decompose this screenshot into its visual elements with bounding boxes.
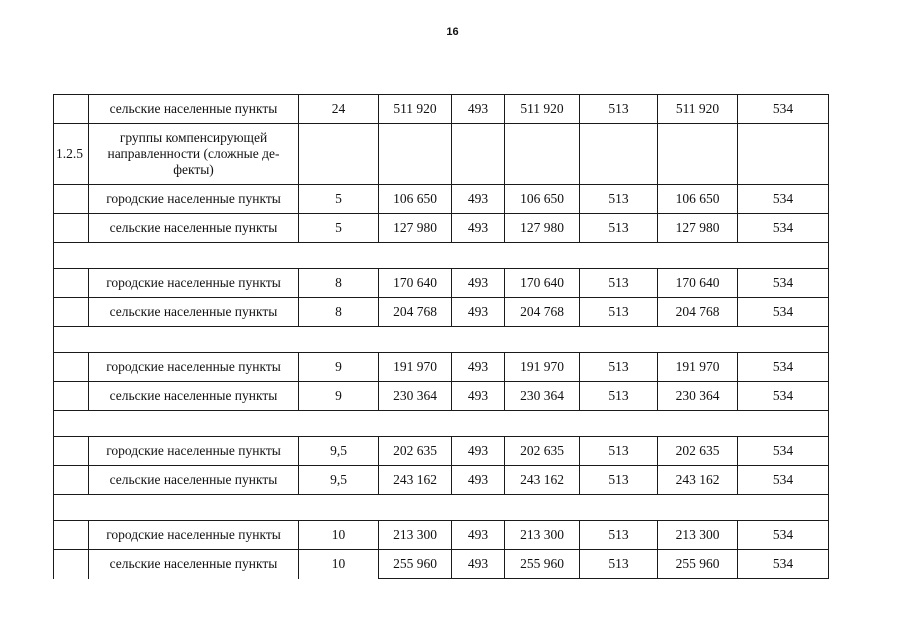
- separator-row: [54, 327, 829, 353]
- item-number-cell: [54, 269, 89, 298]
- coef-cell-1: 493: [452, 382, 505, 411]
- coef-cell-1: 493: [452, 185, 505, 214]
- coef-cell-2: 513: [580, 382, 658, 411]
- separator-cell: [54, 243, 829, 269]
- cost-cell-1: 170 640: [379, 269, 452, 298]
- table-row: [54, 298, 829, 327]
- cost-cell-2: 213 300: [505, 521, 580, 550]
- cost-cell-3: 191 970: [658, 353, 738, 382]
- item-number-cell: 1.2.5: [54, 124, 89, 185]
- cost-cell-1: 243 162: [379, 466, 452, 495]
- cost-cell-3: 204 768: [658, 298, 738, 327]
- tariff-table: [53, 94, 829, 579]
- table-row: [54, 550, 829, 579]
- item-name-cell: городские населенные пункты: [89, 521, 299, 550]
- coef-cell-3: 534: [738, 95, 829, 124]
- table-row: [54, 437, 829, 466]
- coef-cell-2: 513: [580, 521, 658, 550]
- cost-cell-1: [379, 124, 452, 185]
- item-number-cell: [54, 466, 89, 495]
- item-name-cell: городские населенные пункты: [89, 437, 299, 466]
- cost-cell-3: 213 300: [658, 521, 738, 550]
- cost-cell-1: 230 364: [379, 382, 452, 411]
- item-number-cell: [54, 298, 89, 327]
- table-row: [54, 521, 829, 550]
- item-name-cell: городские населенные пункты: [89, 353, 299, 382]
- coef-cell-3: 534: [738, 550, 829, 579]
- cost-cell-1: 127 980: [379, 214, 452, 243]
- cost-cell-1: 213 300: [379, 521, 452, 550]
- cost-cell-3: 255 960: [658, 550, 738, 579]
- cost-cell-2: 127 980: [505, 214, 580, 243]
- coef-cell-2: 513: [580, 353, 658, 382]
- cost-cell-3: [658, 124, 738, 185]
- coef-cell-1: 493: [452, 269, 505, 298]
- cost-cell-3: 243 162: [658, 466, 738, 495]
- item-number-cell: [54, 214, 89, 243]
- separator-row: [54, 411, 829, 437]
- coef-cell-2: 513: [580, 269, 658, 298]
- coef-cell-3: 534: [738, 214, 829, 243]
- separator-row: [54, 243, 829, 269]
- table-row: [54, 214, 829, 243]
- coef-cell-3: 534: [738, 353, 829, 382]
- separator-row: [54, 495, 829, 521]
- group-header-row: [54, 124, 829, 185]
- coef-cell-1: 493: [452, 437, 505, 466]
- cost-cell-1: 255 960: [379, 550, 452, 579]
- quantity-cell: 9: [299, 353, 379, 382]
- coef-cell-3: [738, 124, 829, 185]
- coef-cell-2: 513: [580, 466, 658, 495]
- coef-cell-1: [452, 124, 505, 185]
- quantity-cell: 9,5: [299, 437, 379, 466]
- coef-cell-3: 534: [738, 521, 829, 550]
- item-number-cell: [54, 95, 89, 124]
- cost-cell-1: 511 920: [379, 95, 452, 124]
- cost-cell-3: 511 920: [658, 95, 738, 124]
- quantity-cell: 5: [299, 214, 379, 243]
- coef-cell-1: 493: [452, 353, 505, 382]
- cost-cell-1: 202 635: [379, 437, 452, 466]
- item-name-cell: сельские населенные пункты: [89, 298, 299, 327]
- cost-cell-2: 511 920: [505, 95, 580, 124]
- cost-cell-1: 191 970: [379, 353, 452, 382]
- coef-cell-1: 493: [452, 298, 505, 327]
- coef-cell-3: 534: [738, 185, 829, 214]
- coef-cell-2: 513: [580, 550, 658, 579]
- separator-cell: [54, 327, 829, 353]
- cost-cell-3: 170 640: [658, 269, 738, 298]
- cost-cell-3: 202 635: [658, 437, 738, 466]
- cost-cell-2: 106 650: [505, 185, 580, 214]
- cost-cell-2: 255 960: [505, 550, 580, 579]
- item-name-cell: сельские населенные пункты: [89, 550, 299, 579]
- coef-cell-2: 513: [580, 185, 658, 214]
- coef-cell-3: 534: [738, 269, 829, 298]
- coef-cell-1: 493: [452, 214, 505, 243]
- quantity-cell: [299, 124, 379, 185]
- page-number: 16: [446, 26, 459, 38]
- cost-cell-2: 204 768: [505, 298, 580, 327]
- coef-cell-3: 534: [738, 437, 829, 466]
- coef-cell-3: 534: [738, 298, 829, 327]
- item-number-cell: [54, 382, 89, 411]
- coef-cell-1: 493: [452, 95, 505, 124]
- item-name-cell: городские населенные пункты: [89, 185, 299, 214]
- item-number-cell: [54, 185, 89, 214]
- item-number-cell: [54, 550, 89, 579]
- cost-cell-2: 230 364: [505, 382, 580, 411]
- cost-cell-2: 243 162: [505, 466, 580, 495]
- table-row: [54, 95, 829, 124]
- separator-cell: [54, 495, 829, 521]
- quantity-cell: 9: [299, 382, 379, 411]
- coef-cell-1: 493: [452, 521, 505, 550]
- cost-cell-2: [505, 124, 580, 185]
- table-row: [54, 382, 829, 411]
- item-number-cell: [54, 437, 89, 466]
- item-number-cell: [54, 521, 89, 550]
- item-name-cell: сельские населенные пункты: [89, 466, 299, 495]
- quantity-cell: 5: [299, 185, 379, 214]
- table-row: [54, 185, 829, 214]
- cost-cell-3: 127 980: [658, 214, 738, 243]
- coef-cell-1: 493: [452, 550, 505, 579]
- coef-cell-2: 513: [580, 298, 658, 327]
- cost-cell-2: 170 640: [505, 269, 580, 298]
- cost-cell-1: 106 650: [379, 185, 452, 214]
- table-row: [54, 466, 829, 495]
- cost-cell-1: 204 768: [379, 298, 452, 327]
- cost-cell-3: 230 364: [658, 382, 738, 411]
- quantity-cell: 9,5: [299, 466, 379, 495]
- coef-cell-2: 513: [580, 437, 658, 466]
- coef-cell-3: 534: [738, 466, 829, 495]
- item-name-cell: сельские населенные пункты: [89, 214, 299, 243]
- cost-cell-2: 191 970: [505, 353, 580, 382]
- table-row: [54, 353, 829, 382]
- coef-cell-2: [580, 124, 658, 185]
- coef-cell-3: 534: [738, 382, 829, 411]
- item-name-cell: городские населенные пункты: [89, 269, 299, 298]
- quantity-cell: 8: [299, 269, 379, 298]
- cost-cell-2: 202 635: [505, 437, 580, 466]
- quantity-cell: 10: [299, 521, 379, 550]
- coef-cell-1: 493: [452, 466, 505, 495]
- item-number-cell: [54, 353, 89, 382]
- table-row: [54, 269, 829, 298]
- item-name-cell: сельские населенные пункты: [89, 95, 299, 124]
- item-name-cell: сельские населенные пункты: [89, 382, 299, 411]
- quantity-cell: 8: [299, 298, 379, 327]
- coef-cell-2: 513: [580, 214, 658, 243]
- quantity-cell: 10: [299, 550, 379, 579]
- separator-cell: [54, 411, 829, 437]
- cost-cell-3: 106 650: [658, 185, 738, 214]
- item-name-cell: группы компенсирующей направленности (сложные де-фекты): [89, 124, 299, 185]
- quantity-cell: 24: [299, 95, 379, 124]
- coef-cell-2: 513: [580, 95, 658, 124]
